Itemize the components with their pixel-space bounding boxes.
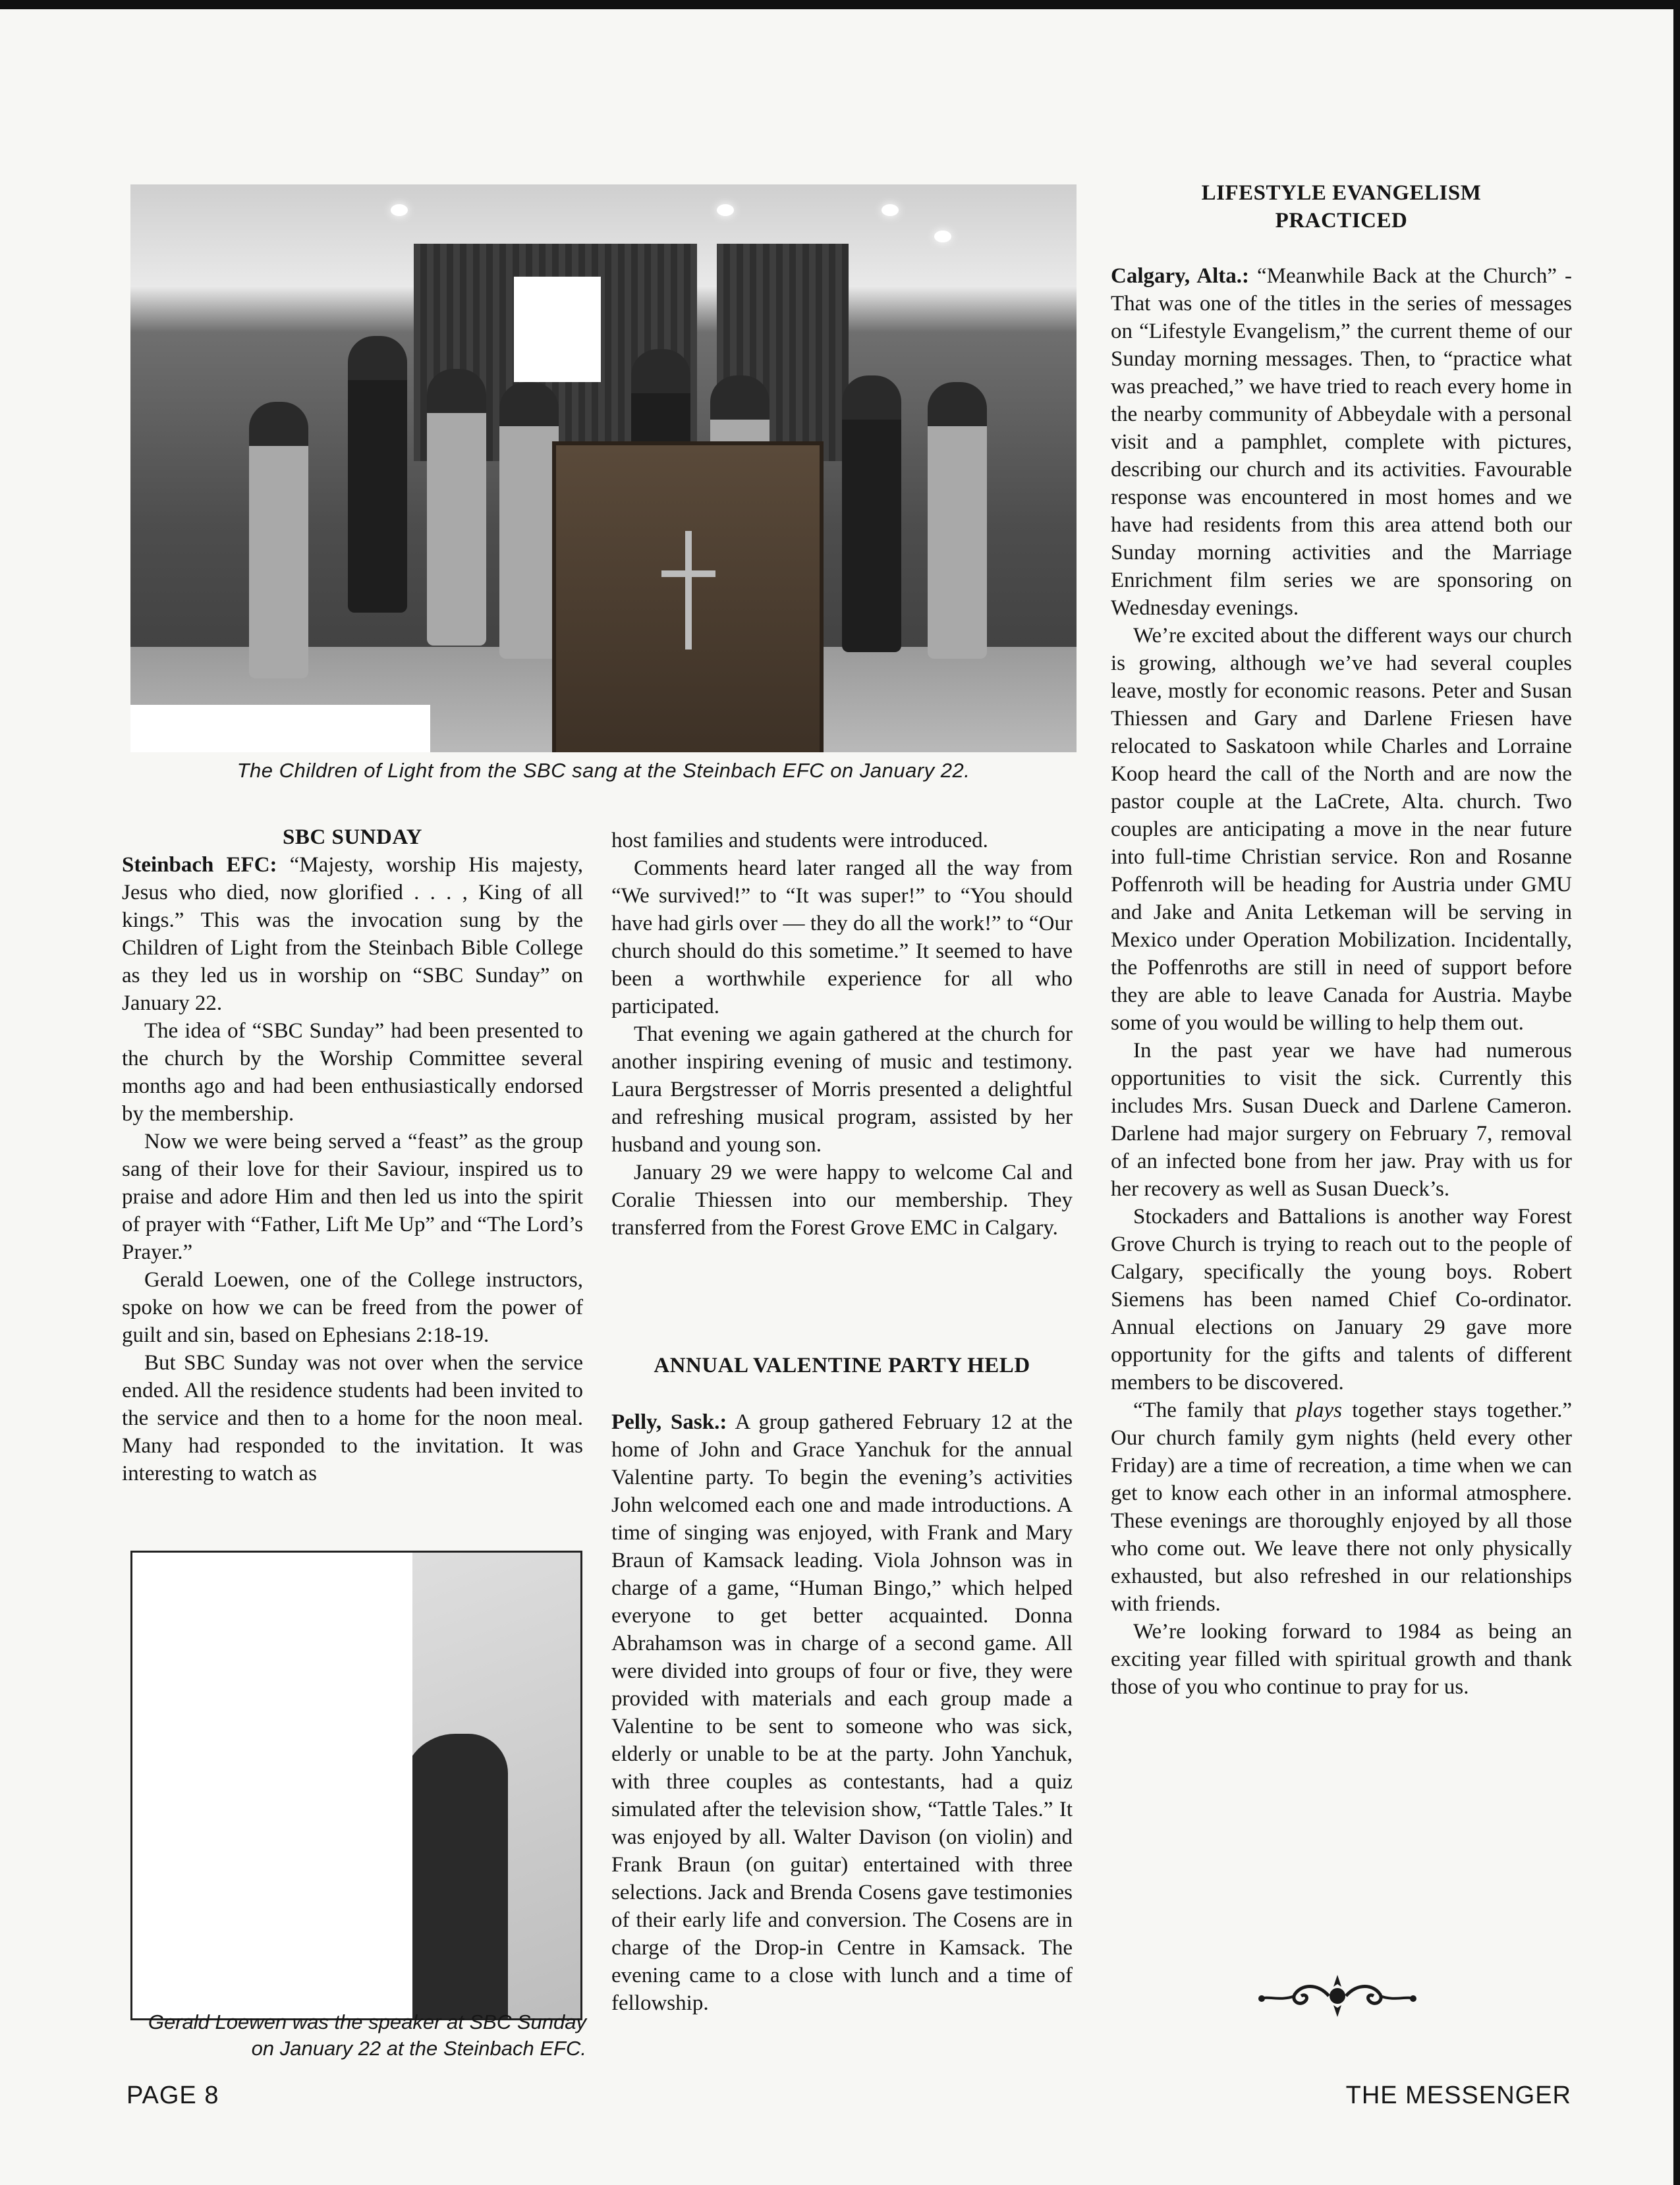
lifestyle-paragraph: In the past year we have had numerous opportunities to visit the sick. Currently this includes Mrs. Susan Dueck and Darlene Cameron. Darlene had major surgery on February 7, removal of an infected bone from her jaw. Pray with us for her recovery as well as Susan Dueck’s. xyxy=(1111,1039,1572,1201)
article-dateline: Calgary, Alta.: xyxy=(1111,264,1250,288)
sbc-sunday-paragraph: But SBC Sunday was not over when the service ended. All the residence students had been invited to the service and then to a home for the noon meal. Many had responded to the invitation. It was interesting to watch as xyxy=(122,1351,583,1485)
lifestyle-paragraph: We’re looking forward to 1984 as being an exciting year filled with spiritual growth and thank those of you who continue to pray for us. xyxy=(1111,1620,1572,1699)
page-border-top xyxy=(0,0,1680,9)
paragraph-text: “Meanwhile Back at the Church” - That was one of the titles in the series of messages on “Lifestyle Evangelism,” the current theme of our Sunday morning messages. Then, to “practice what was preached,” we have tried to reach every home in the nearby community of Abbeydale with a personal visit and a pamphlet, complete with pictures, describing our church and its activities. Favourable response was encountered in most homes and we have had residents from this area attend both our Sunday morning activities and the Marriage Enrichment film series we are sponsoring on Wednesday evenings. xyxy=(1111,264,1572,620)
paragraph-text: together stays together.” Our church family gym nights (held every other Friday) are a time of recreation, a time when we can get to know each other in an informal atmosphere. These evenings are thoroughly enjoyed by all those who come out. We leave there not only physically exhausted, but also refreshed in our relationships with friends. xyxy=(1111,1398,1572,1616)
choir-photo-caption: The Children of Light from the SBC sang at the Steinbach EFC on January 22. xyxy=(237,759,970,782)
valentine-article xyxy=(611,1352,1073,2017)
speaker-photo-caption: Gerald Loewen was the speaker at SBC Sunday on January 22 at the Steinbach EFC. xyxy=(148,2010,586,2060)
cross-icon xyxy=(685,531,692,650)
paragraph-text: “The family that xyxy=(1133,1398,1297,1422)
sbc-sunday-paragraph: Gerald Loewen, one of the College instructors, spoke on how we can be freed from the power of guilt and sin, based on Ephesians 2:18-19. xyxy=(122,1268,583,1347)
page-number: PAGE 8 xyxy=(126,2082,219,2109)
sbc-sunday-paragraph: The idea of “SBC Sunday” had been presented to the church by the Worship Committee several months ago and had been enthusiastically endorsed by the membership. xyxy=(122,1019,583,1126)
sbc-sunday-continued xyxy=(611,827,1073,1242)
sbc-sunday-paragraph: January 29 we were happy to welcome Cal and Coralie Thiessen into our membership. They transferred from the Forest Grove EMC in Calgary. xyxy=(611,1161,1073,1240)
choir-singer xyxy=(427,369,486,646)
lifestyle-heading-line1: LIFESTYLE EVANGELISM xyxy=(1201,181,1482,205)
sbc-sunday-paragraph: Comments heard later ranged all the way from “We survived!” to “It was super!” to “You should have had girls over — they do all the work!” to “Our church should do this sometime.” It seemed to have been a worthwhile experience for all who participated. xyxy=(611,856,1073,1018)
redaction-box xyxy=(132,1553,412,2020)
lifestyle-heading-line2: PRACTICED xyxy=(1275,209,1408,233)
publication-name: THE MESSENGER xyxy=(1345,2082,1571,2109)
sbc-sunday-paragraph: That evening we again gathered at the church for another inspiring evening of music and testimony. Laura Bergstresser of Morris presented a delightful and refreshing musical program, assisted by her husband and young son. xyxy=(611,1022,1073,1157)
sbc-sunday-heading: SBC SUNDAY xyxy=(283,825,422,849)
speaker-photo xyxy=(130,1551,582,2020)
valentine-paragraph xyxy=(611,1408,1073,2017)
lifestyle-paragraph: Stockaders and Battalions is another way Forest Grove Church is trying to reach out to the people of Calgary, specifically the young boys. Robert Siemens has been named Chief Co-ordinator. Annual elections on January 29 gave more opportunity for the gifts and talents of different members to be discovered. xyxy=(1111,1205,1572,1395)
ceiling-light xyxy=(717,204,734,216)
lifestyle-paragraph xyxy=(1111,1397,1572,1618)
choir-singer xyxy=(842,375,901,652)
pulpit xyxy=(552,441,824,752)
choir-singer xyxy=(928,382,987,659)
scroll-ornament-icon xyxy=(1255,1970,1420,2022)
redaction-box xyxy=(514,277,601,382)
cross-icon-bar xyxy=(661,570,715,577)
page-border-right xyxy=(1673,0,1680,2185)
choir-singer xyxy=(499,382,559,659)
article-dateline: Pelly, Sask.: xyxy=(611,1410,727,1434)
sbc-sunday-paragraph: Now we were being served a “feast” as the group sang of their love for their Saviour, inspired us to praise and adore Him and then led us into the spirit of prayer with “Father, Lift Me Up” and “The Lord’s Prayer.” xyxy=(122,1130,583,1264)
speaker-figure xyxy=(403,1734,508,2020)
sbc-sunday-paragraph: host families and students were introduced. xyxy=(611,829,988,852)
valentine-heading: ANNUAL VALENTINE PARTY HELD xyxy=(654,1354,1030,1377)
paragraph-text: “Majesty, worship His majesty, Jesus who died, now glorified . . . , King of all kings.” This was the invocation sung by the Children of Light from the Steinbach Bible College as they led us in worship on “SBC Sunday” on January 22. xyxy=(122,853,584,1015)
ceiling-light xyxy=(391,204,408,216)
choir-photo xyxy=(130,184,1077,752)
choir-singer xyxy=(348,336,407,613)
lifestyle-paragraph: We’re excited about the different ways our church is growing, although we’ve had several couples leave, mostly for economic reasons. Peter and Susan Thiessen and Gary and Darlene Friesen have relocated to Saskatoon while Charles and Lorraine Koop heard the call of the North and are now the pastor couple at the LaCrete, Alta. church. Two couples are anticipating a move in the near future into full-time Christian service. Ron and Rosanne Poffenroth will be heading for Austria under GMU and Jake and Anita Letkeman will be serving in Mexico under Operation Mobilization. Incidentally, the Poffenroths are still in need of support before they are able to leave Canada for Austria. Maybe some of you would be willing to help them out. xyxy=(1111,624,1572,1035)
lifestyle-article xyxy=(1111,179,1572,1701)
ceiling-light xyxy=(882,204,899,216)
redaction-box xyxy=(130,705,430,752)
lifestyle-paragraph xyxy=(1111,262,1572,622)
sbc-sunday-paragraph xyxy=(122,851,583,1017)
article-dateline: Steinbach EFC: xyxy=(122,853,277,877)
emphasis-text: plays xyxy=(1296,1398,1342,1422)
choir-singer xyxy=(249,402,308,678)
ceiling-light xyxy=(934,231,951,242)
paragraph-text: A group gathered February 12 at the home of John and Grace Yanchuk for the annual Valentine party. To begin the evening’s activities John welcomed each one and made introductions. A time of singing was enjoyed, with Frank and Mary Braun of Kamsack leading. Viola Johnson was in charge of a game, “Human Bingo,” which helped everyone to get better acquainted. Donna Abrahamson was in charge of a second game. All were divided into groups of four or five, they were provided with materials and each group made a Valentine to be sent to someone who was sick, elderly or unable to be at the party. John Yanchuk, with three couples as contestants, had a quiz simulated after the television show, “Tattle Tales.” It was enjoyed by all. Walter Davison (on violin) and Frank Braun (on guitar) entertained with three selections. Jack and Brenda Cosens gave testimonies of their early life and conversion. The Cosens are in charge of the Drop-in Centre in Kamsack. The evening came to a close with lunch and a time of fellowship. xyxy=(611,1410,1073,2015)
sbc-sunday-article xyxy=(122,823,583,1487)
